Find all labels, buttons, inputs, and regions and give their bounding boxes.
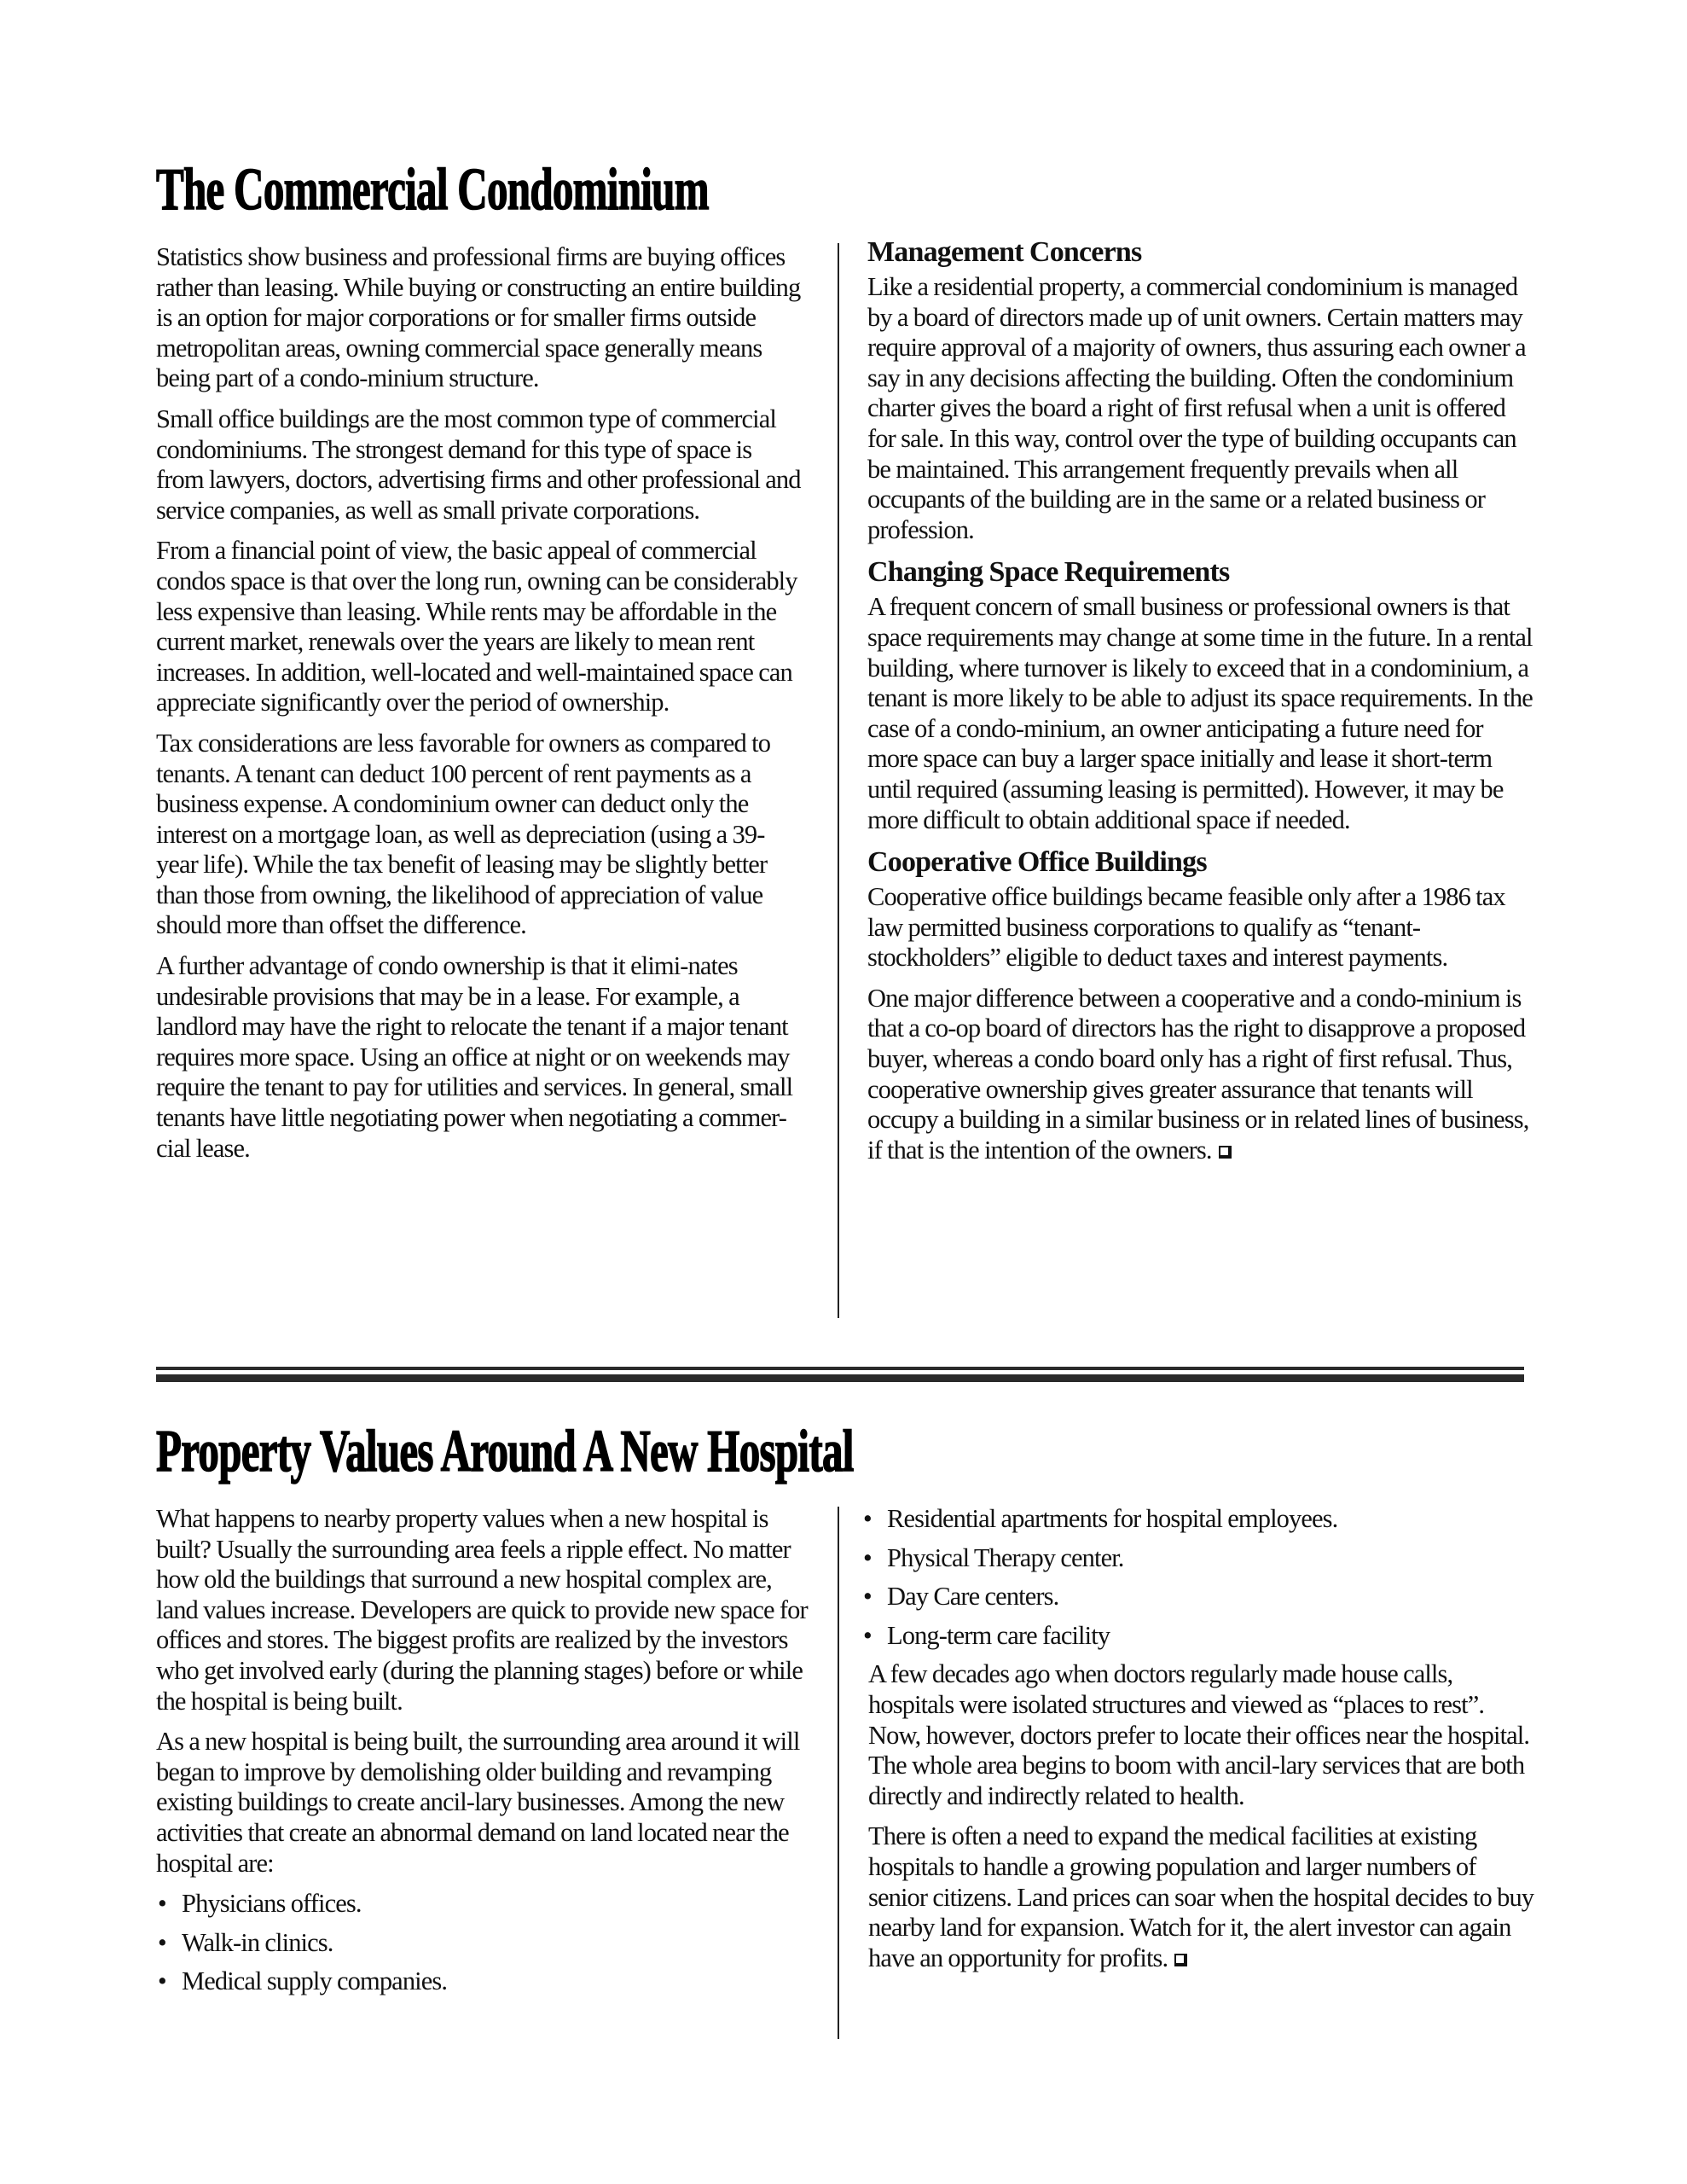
end-of-article-box-icon bbox=[1174, 1954, 1187, 1966]
section-heading-cooperative-office-buildings: Cooperative Office Buildings bbox=[867, 846, 1207, 879]
end-of-article-box-icon bbox=[1219, 1146, 1232, 1159]
article-title-property-values-hospital: Property Values Around A New Hospital bbox=[156, 1419, 854, 1484]
bullet-icon: • bbox=[863, 1542, 872, 1572]
list-item bbox=[156, 1889, 813, 1920]
section-heading-changing-space-requirements: Changing Space Requirements bbox=[867, 556, 1230, 589]
bullet-icon: • bbox=[863, 1582, 872, 1612]
list-item bbox=[861, 1543, 1535, 1574]
article-title-commercial-condominium: The Commercial Condominium bbox=[156, 157, 709, 223]
list-item bbox=[861, 1582, 1535, 1612]
bullet-list bbox=[861, 1504, 1535, 1651]
list-item bbox=[156, 1966, 813, 1997]
paragraph: As a new hospital is being built, the surrounding area around it will began to improve by demolishing older building and revamping existing buildings to create ancil-lary businesses. Among the new activities that create an abnormal demand on land located near the hospital are: bbox=[156, 1727, 800, 1878]
paragraph: A few decades ago when doctors regularly made house calls, hospitals were isolated structures and viewed as “places to rest”. Now, however, doctors prefer to locate their offices near the hospital. The whole area begins to boom with ancil-lary services that are both directly and indirectly related to health. bbox=[868, 1659, 1530, 1810]
bullet-icon: • bbox=[158, 1889, 166, 1919]
paragraph: A further advantage of condo ownership is that it elimi-nates undesirable provisions that may be in a lease. For example, a landlord may have the right to relocate the tenant if a major tenant requires more space. Using an office at night or on weekends may require the tenant to pay for utilities and services. In general, small tenants have little negotiating power when negotiating a commer-cial lease. bbox=[156, 951, 793, 1163]
paragraph: Tax considerations are less favorable for owners as compared to tenants. A tenant can deduct 100 percent of rent payments as a business expense. A condominium owner can deduct only the interest on a mortgage loan, as well as depreciation (using a 39-year life). While the tax benefit of leasing may be slightly better than those from owning, the likelihood of appreciation of value should more than offset the difference. bbox=[156, 728, 771, 940]
list-item bbox=[156, 1928, 813, 1959]
list-item-text: Day Care centers. bbox=[887, 1582, 1059, 1612]
bullet-icon: • bbox=[863, 1620, 872, 1650]
paragraph: From a financial point of view, the basic appeal of commercial condos space is that over the long run, owning can be considerably less expensive than leasing. While rents may be affordable in the current market, renewals over the years are likely to mean rent increases. In addition, well-located and well-maintained space can appreciate significantly over the period of ownership. bbox=[156, 536, 797, 717]
article1-right-column bbox=[867, 235, 1533, 1176]
section-heading-management-concerns: Management Concerns bbox=[867, 236, 1142, 268]
bullet-icon: • bbox=[158, 1966, 166, 1996]
paragraph: Like a residential property, a commercial condominium is managed by a board of directors made up of unit owners. Certain matters may require approval of a majority of owners, thus assuring each owner a say in any decisions affecting the building. Often the condominium charter gives the board a right of first refusal when a unit is offered for sale. In this way, control over the type of building occupants can be maintained. This arrangement frequently prevails when all occupants of the building are in the same or a related business or profession. bbox=[867, 272, 1526, 544]
paragraph-text: One major difference between a cooperative and a condo-minium is that a co-op board of directors has the right to disapprove a proposed buyer, whereas a condo board only has a right of first refusal. Thus, cooperative ownership gives greater assurance that tenants will occupy a building in a similar business or in related lines of business, if that is the intention of the owners. bbox=[867, 983, 1529, 1165]
article1-left-column bbox=[156, 242, 804, 1174]
list-item-text: Medical supply companies. bbox=[182, 1966, 448, 1996]
paragraph-text: There is often a need to expand the medical facilities at existing hospitals to handle a growing population and larger numbers of senior citizens. Land prices can soar when the hospital decides to buy nearby land for expansion. Watch for it, the alert investor can again have an opportunity for profits. bbox=[868, 1821, 1534, 1972]
section-divider-thin-rule bbox=[156, 1367, 1524, 1370]
paragraph: What happens to nearby property values when a new hospital is built? Usually the surrounding area feels a ripple effect. No matter how old the buildings that surround a new hospital complex are, land values increase. Developers are quick to provide new space for offices and stores. The biggest profits are realized by the investors who get involved early (during the planning stages) before or while the hospital is being built. bbox=[156, 1504, 808, 1716]
list-item-text: Residential apartments for hospital employees. bbox=[887, 1504, 1338, 1533]
paragraph: A frequent concern of small business or professional owners is that space requirements may change at some time in the future. In a rental building, where turnover is likely to exceed that in a condominium, a tenant is more likely to be able to adjust its space requirements. In the case of a condo-minium, an owner anticipating a future need for more space can buy a larger space initially and lease it short-term until required (assuming leasing is permitted). However, it may be more difficult to obtain additional space if needed. bbox=[867, 592, 1533, 834]
list-item bbox=[861, 1621, 1535, 1652]
article2-right-column bbox=[861, 1504, 1535, 1984]
list-item-text: Walk-in clinics. bbox=[182, 1927, 333, 1957]
list-item-text: Physicians offices. bbox=[182, 1889, 362, 1919]
column-divider bbox=[838, 243, 839, 1318]
paragraph: Small office buildings are the most common type of commercial condominiums. The strongest demand for this type of space is from lawyers, doctors, advertising firms and other professional and service companies, as well as small private corporations. bbox=[156, 404, 801, 525]
list-item-text: Long-term care facility bbox=[887, 1620, 1110, 1650]
article2-left-column bbox=[156, 1504, 813, 2006]
bullet-list bbox=[156, 1889, 813, 1997]
paragraph: Statistics show business and professional firms are buying offices rather than leasing. While buying or constructing an entire building is an option for major corporations or for smaller firms outside metropolitan areas, owning commercial space generally means being part of a condo-minium structure. bbox=[156, 242, 801, 393]
paragraph: Cooperative office buildings became feasible only after a 1986 tax law permitted business corporations to qualify as “tenant-stockholders” eligible to deduct taxes and interest payments. bbox=[867, 882, 1505, 973]
paragraph-with-end-mark bbox=[868, 1821, 1535, 1973]
column-divider bbox=[838, 1507, 839, 2039]
bullet-icon: • bbox=[158, 1927, 166, 1957]
section-divider-thick-rule bbox=[156, 1374, 1524, 1382]
list-item bbox=[861, 1504, 1535, 1535]
paragraph-with-end-mark bbox=[867, 984, 1533, 1166]
list-item-text: Physical Therapy center. bbox=[887, 1542, 1124, 1572]
bullet-icon: • bbox=[863, 1504, 872, 1533]
